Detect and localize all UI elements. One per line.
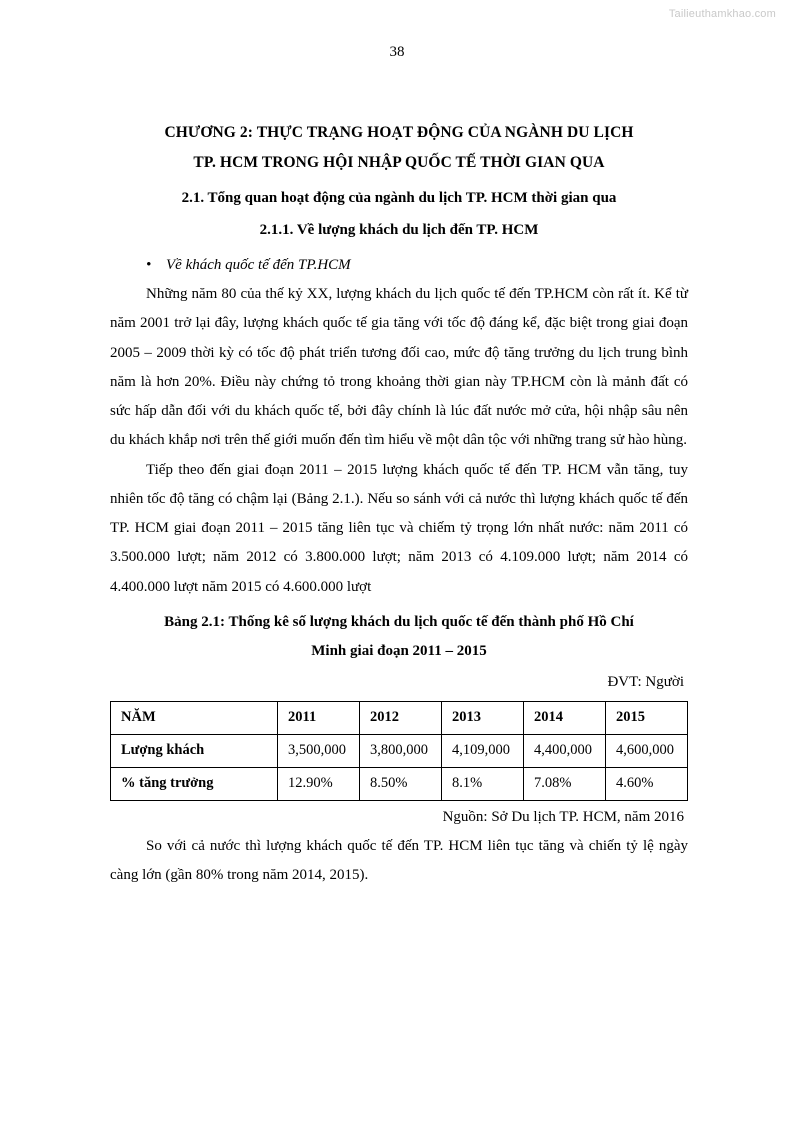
bullet-dot-icon: • <box>146 256 152 273</box>
table-row-label-visitors: Lượng khách <box>111 734 278 767</box>
body-paragraph-3: So với cả nước thì lượng khách quốc tế đến TP. HCM liên tục tăng và chiến tỷ lệ ngày càng lớn (gần 80% trong năm 2014, 2015). <box>110 838 688 884</box>
bullet-item-label: Về khách quốc tế đến TP.HCM <box>166 256 351 273</box>
table-row <box>111 734 688 767</box>
table-row <box>111 767 688 800</box>
body-paragraph-1: Những năm 80 của thế kỷ XX, lượng khách du lịch quốc tế đến TP.HCM còn rất ít. Kể từ năm 2001 trở lại đây, lượng khách quốc tế gia tăng với tốc độ đáng kể, đặc biệt trong giai đoạn 2005 – 2009 thời kỳ có tốc độ phát triển tương đối cao, mức độ tăng trưởng du lịch trung bình năm là hơn 20%. Điều này chứng tỏ trong khoảng thời gian này TP.HCM còn là mảnh đất có sức hấp dẫn đối với du khách quốc tế, bởi đây chính là lúc đất nước mở cửa, hội nhập sâu nên du khách khắp nơi trên thế giới muốn đến tìm hiểu về một dân tộc với những trang sử hào hùng. <box>110 286 688 449</box>
bullet-list-item <box>110 251 688 280</box>
page-number: 38 <box>389 44 405 60</box>
chapter-heading <box>110 118 688 178</box>
watermark-text: Tailieuthamkhao.com <box>668 8 776 20</box>
table-unit-label: ĐVT: Người <box>607 674 684 691</box>
chapter-heading-line-2: TP. HCM TRONG HỘI NHẬP QUỐC TẾ THỜI GIAN QUA <box>193 154 605 172</box>
table-header-cell-2015: 2015 <box>606 701 688 734</box>
table-cell-growth-2014: 7.08% <box>524 767 606 800</box>
table-cell-growth-2012: 8.50% <box>360 767 442 800</box>
table-cell-visitors-2012: 3,800,000 <box>360 734 442 767</box>
subsection-heading: 2.1.1. Về lượng khách du lịch đến TP. HCM <box>259 221 539 238</box>
section-heading: 2.1. Tổng quan hoạt động của ngành du lịch TP. HCM thời gian qua <box>181 190 617 207</box>
table-header-cell-2011: 2011 <box>278 701 360 734</box>
table-header-cell-2014: 2014 <box>524 701 606 734</box>
chapter-heading-line-1: CHƯƠNG 2: THỰC TRẠNG HOẠT ĐỘNG CỦA NGÀNH DU LỊCH <box>164 124 634 141</box>
table-cell-growth-2015: 4.60% <box>606 767 688 800</box>
table-caption-line-1: Bảng 2.1: Thống kê số lượng khách du lịch quốc tế đến thành phố Hồ Chí <box>164 613 634 630</box>
body-paragraph-2: Tiếp theo đến giai đoạn 2011 – 2015 lượng khách quốc tế đến TP. HCM vẫn tăng, tuy nhiên tốc độ tăng có chậm lại (Bảng 2.1.). Nếu so sánh với cả nước thì lượng khách quốc tế đến TP. HCM giai đoạn 2011 – 2015 tăng liên tục và chiếm tỷ trọng lớn nhất nước: năm 2011 có 3.500.000 lượt; năm 2012 có 3.800.000 lượt; năm 2013 có 4.109.000 lượt; năm 2014 có 4.400.000 lượt năm 2015 có 4.600.000 lượt <box>110 461 688 595</box>
table-cell-growth-2013: 8.1% <box>442 767 524 800</box>
table-row-label-growth: % tăng trưởng <box>111 767 278 800</box>
table-header-row <box>111 701 688 734</box>
table-source-note: Nguồn: Sở Du lịch TP. HCM, năm 2016 <box>442 808 684 825</box>
table-cell-visitors-2013: 4,109,000 <box>442 734 524 767</box>
table-cell-visitors-2014: 4,400,000 <box>524 734 606 767</box>
table-header-cell-2012: 2012 <box>360 701 442 734</box>
table-caption <box>110 608 688 667</box>
table-cell-visitors-2015: 4,600,000 <box>606 734 688 767</box>
statistics-table <box>110 701 688 801</box>
table-cell-growth-2011: 12.90% <box>278 767 360 800</box>
table-header-cell-2013: 2013 <box>442 701 524 734</box>
page-content <box>110 118 688 891</box>
table-header-cell-year: NĂM <box>111 701 278 734</box>
table-cell-visitors-2011: 3,500,000 <box>278 734 360 767</box>
table-caption-line-2: Minh giai đoạn 2011 – 2015 <box>311 643 487 660</box>
